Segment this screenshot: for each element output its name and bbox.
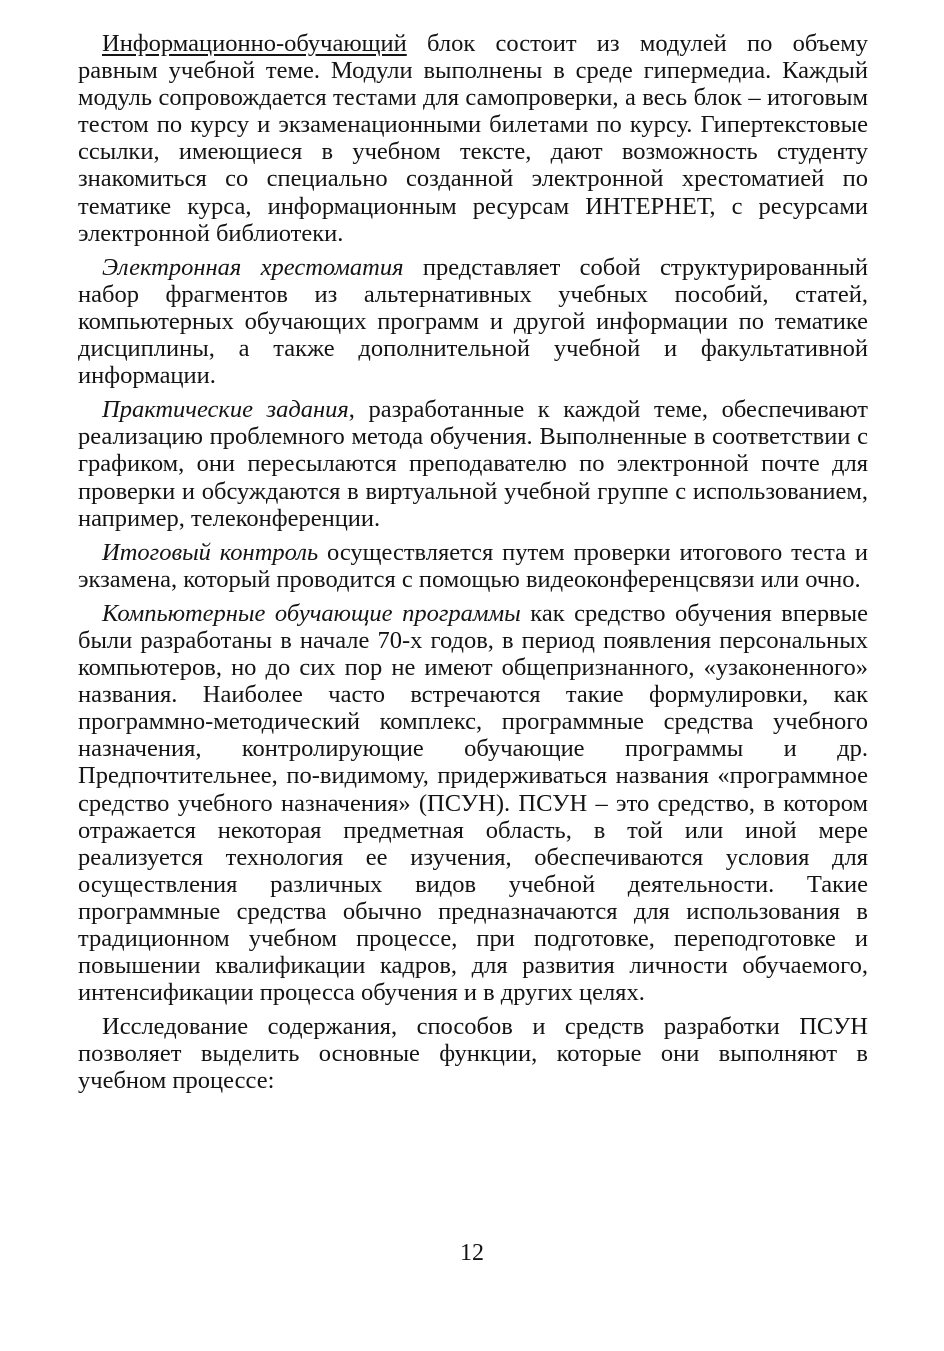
paragraph-functions-intro xyxy=(78,1013,868,1094)
paragraph-final-control xyxy=(78,539,868,593)
term-computer-programs: Компьютерные обучающие программы xyxy=(102,599,521,627)
term-info-block: Информационно-обучающий xyxy=(102,30,407,57)
paragraph-text: Исследование содержания, способов и средств разработки ПСУН позволяет выделить основные функции, которые они выполняют в учебном процессе: xyxy=(78,1013,868,1095)
term-e-reader: Электронная хрестоматия xyxy=(102,253,404,281)
page-number: 12 xyxy=(460,1240,484,1266)
paragraph-text: представляет собой структурированный набор фрагментов из альтернативных учебных пособий, статей, компьютерных обучающих программ и другой информации по тематике дисциплины, а также дополнительной учебной и факультативной информации. xyxy=(78,253,868,390)
paragraph-text: блок состоит из модулей по объему равным учебной теме. Модули выполнены в среде гипермедиа. Каждый модуль сопровождается тестами для самопроверки, а весь блок – итоговым тестом по курсу и экзаменационными билетами по курсу. Гипертекстовые ссылки, имеющиеся в учебном тексте, дают возможность студенту знакомиться со специально созданной электронной хрестоматией по тематике курса, информационным ресурсам ИНТЕРНЕТ, с ресурсами электронной библиотеки. xyxy=(78,30,868,247)
paragraph-text: , разработанные к каждой теме, обеспечивают реализацию проблемного метода обучения. Выполненные в соответствии с графиком, они пересылаются преподавателю по электронной почте для проверки и обсуждаются в виртуальной учебной группе с использованием, например, телеконференции. xyxy=(78,396,868,532)
paragraph-e-reader xyxy=(78,254,868,389)
paragraph-computer-programs xyxy=(78,600,868,1006)
paragraph-text: осуществляется путем проверки итогового теста и экзамена, который проводится с помощью видеоконференцсвязи или очно. xyxy=(78,538,868,593)
paragraph-text: как средство обучения впервые были разработаны в начале 70-х годов, в период появления персональных компьютеров, но до сих пор не имеют общепризнанного, «узаконенного» названия. Наиболее часто встречаются такие формулировки, как программно-методический комплекс, программные средства учебного назначения, контролирующие обучающие программы и др. Предпочтительнее, по-видимому, придерживаться названия «программное средство учебного назначения» (ПСУН). ПСУН – это средство, в котором отражается некоторая предметная область, в той или иной мере реализуется технология ее изучения, обеспечиваются условия для осуществления различных видов учебной деятельности. Такие программные средства обычно предназначаются для использования в традиционном учебном процессе, при подготовке, переподготовке и повышении квалификации кадров, для развития личности обучаемого, интенсификации процесса обучения и в других целях. xyxy=(78,599,868,1007)
term-final-control: Итоговый контроль xyxy=(102,538,319,566)
paragraph-practical-tasks xyxy=(78,396,868,531)
paragraph-info-block xyxy=(78,30,868,247)
term-practical-tasks: Практические задания xyxy=(102,396,349,424)
page-body xyxy=(78,30,868,1102)
